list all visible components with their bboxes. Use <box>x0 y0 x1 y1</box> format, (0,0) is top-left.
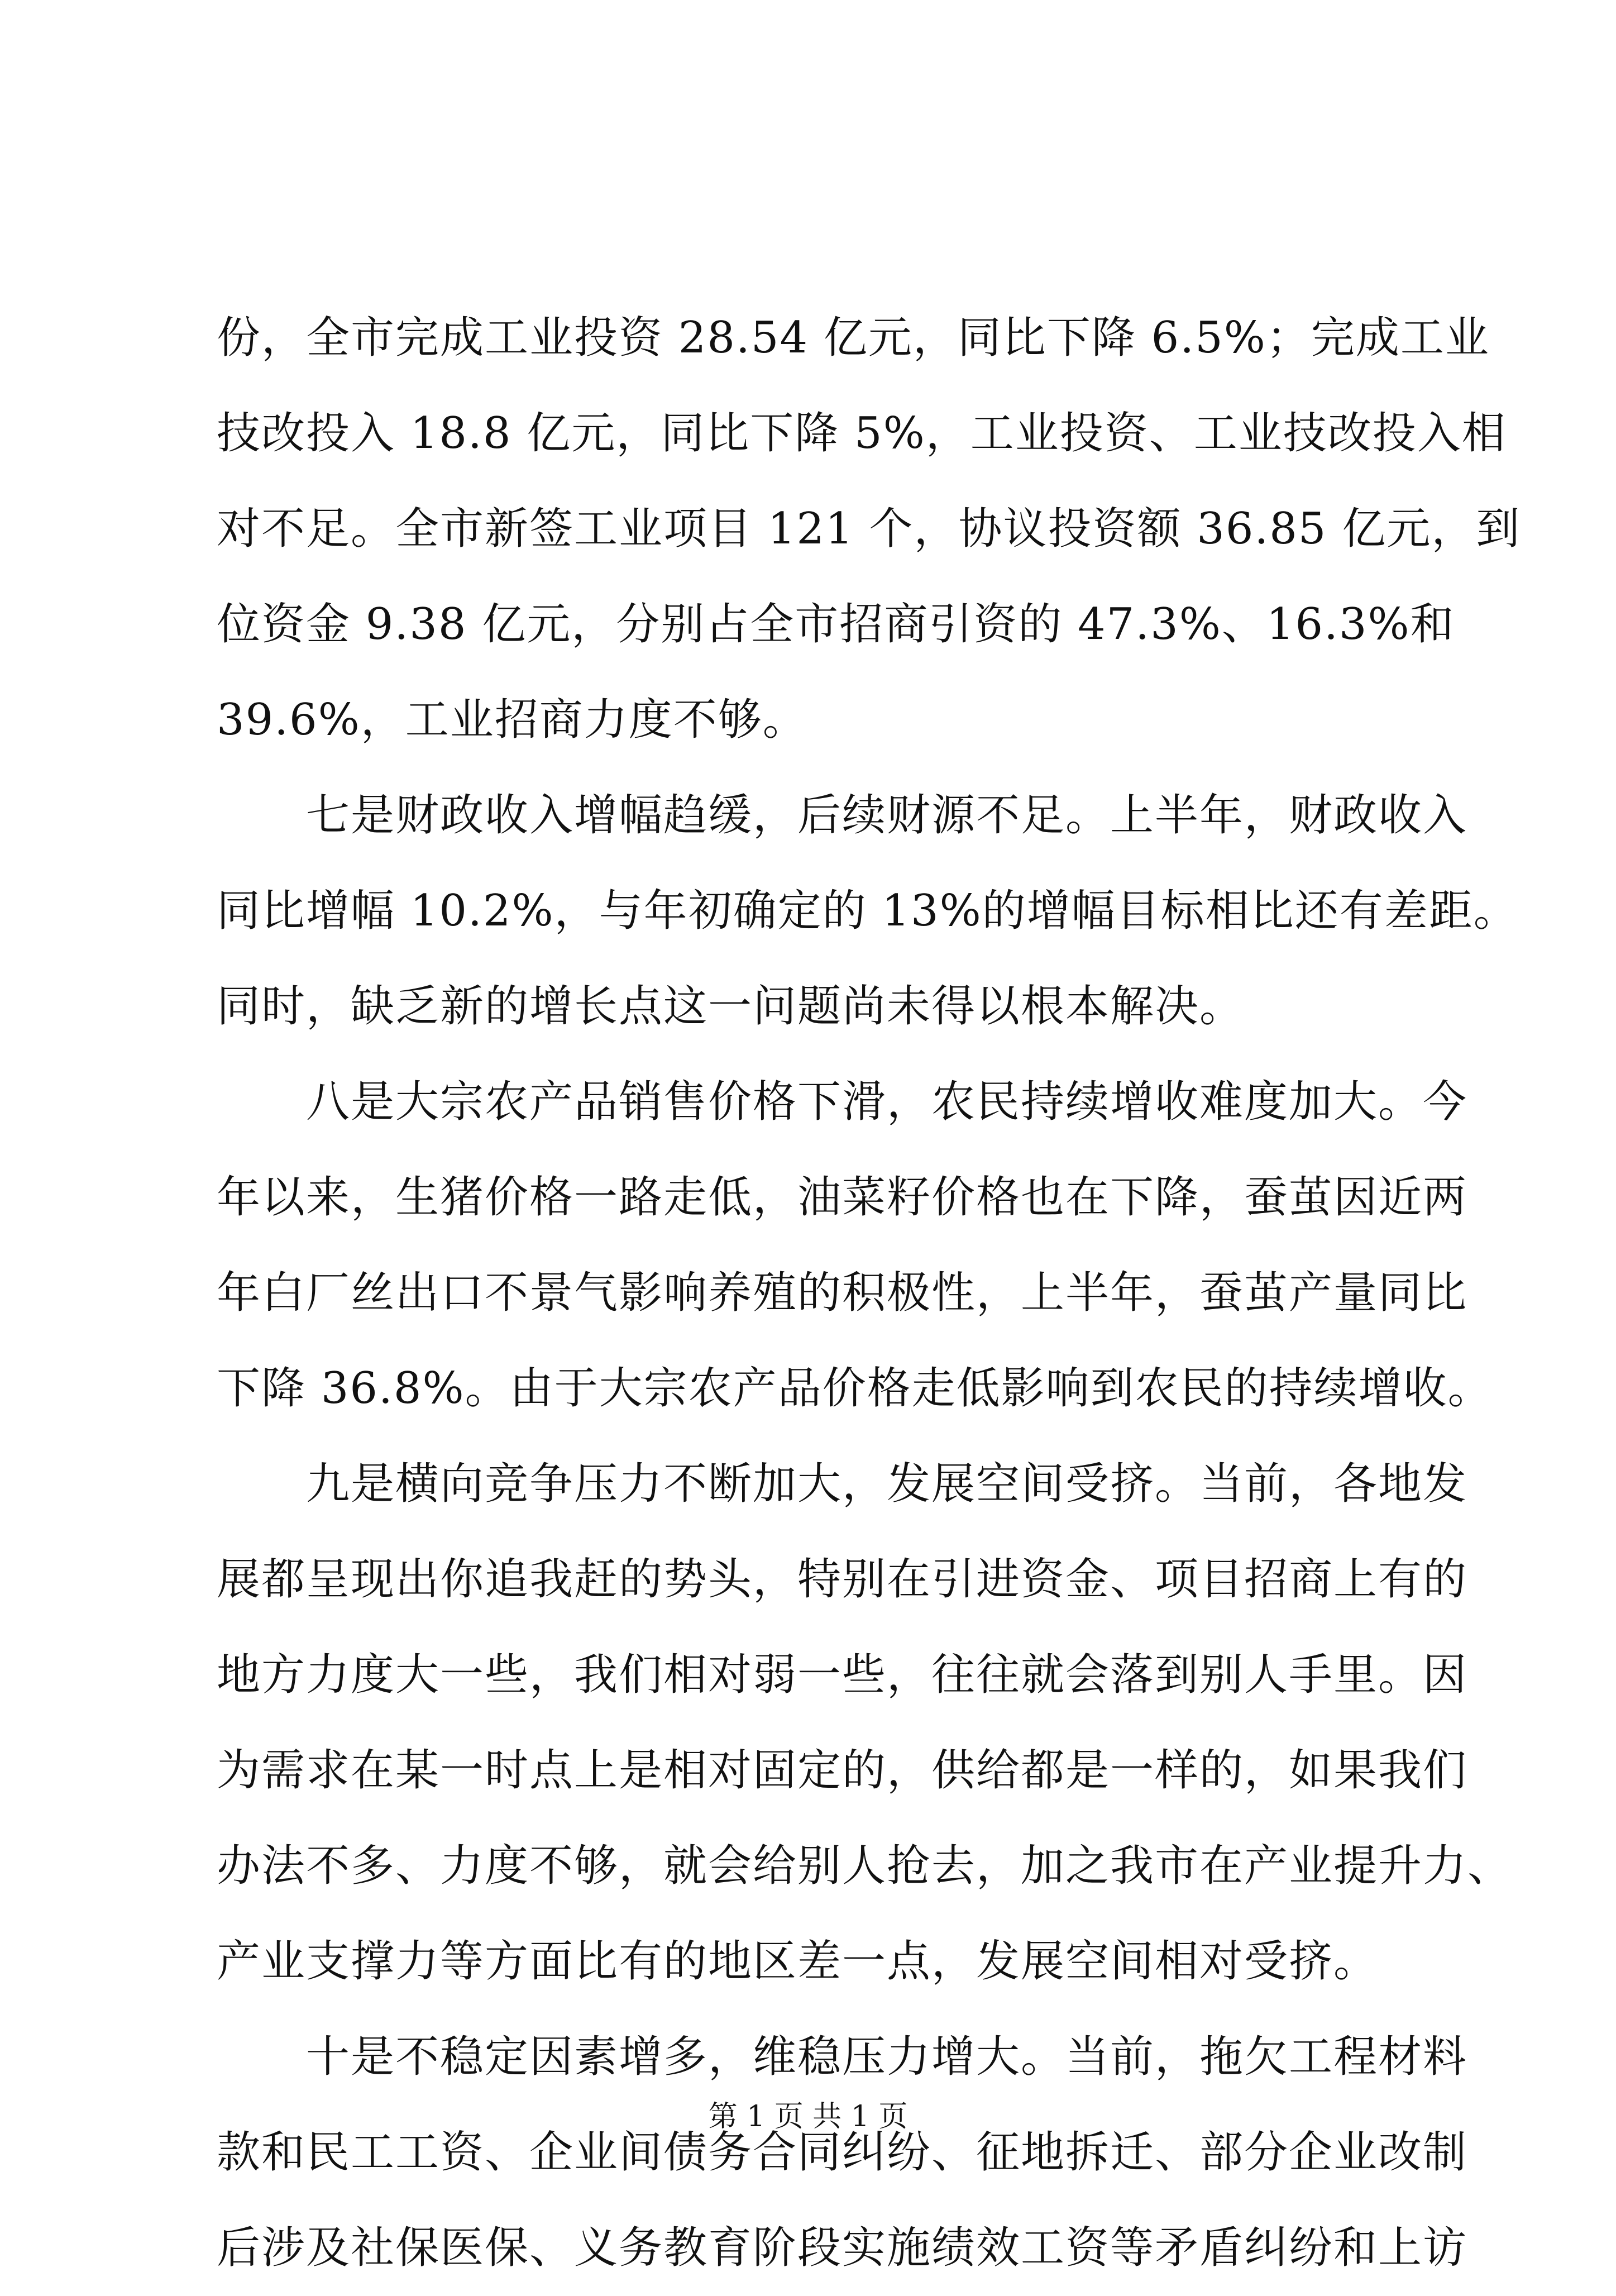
text-line: 位资金 9.38 亿元，分别占全市招商引资的 47.3%、16.3%和 <box>217 599 1455 650</box>
text-line: 同比增幅 10.2%，与年初确定的 13%的增幅目标相比还有差距。 <box>217 886 1518 936</box>
text-line: 份，全市完成工业投资 28.54 亿元，同比下降 6.5%；完成工业 <box>217 313 1490 363</box>
text-line: 年白厂丝出口不景气影响养殖的积极性，上半年，蚕茧产量同比 <box>217 1268 1468 1318</box>
text-line: 款和民工工资、企业间债务合同纠纷、征地拆迁、部分企业改制 <box>217 2127 1468 2178</box>
text-line: 地方力度大一些，我们相对弱一些，往往就会落到别人手里。因 <box>217 1650 1468 1700</box>
text-line: 下降 36.8%。由于大宗农产品价格走低影响到农民的持续增收。 <box>217 1363 1493 1414</box>
text-line: 后涉及社保医保、义务教育阶段实施绩效工资等矛盾纠纷和上访 <box>217 2223 1468 2273</box>
paragraph-start-line: 八是大宗农产品销售价格下滑，农民持续增收难度加大。今 <box>217 1077 1468 1127</box>
text-line: 产业支撑力等方面比有的地区差一点，发展空间相对受挤。 <box>217 1936 1379 1987</box>
paragraph-start-line: 九是横向竞争压力不断加大，发展空间受挤。当前，各地发 <box>217 1459 1468 1509</box>
paragraph-start-line: 七是财政收入增幅趋缓，后续财源不足。上半年，财政收入 <box>217 790 1468 841</box>
text-line: 同时，缺乏新的增长点这一问题尚未得以根本解决。 <box>217 981 1245 1032</box>
page-footer: 第 1 页 共 1 页 <box>708 2100 908 2133</box>
text-line: 展都呈现出你追我赶的势头，特别在引进资金、项目招商上有的 <box>217 1554 1468 1605</box>
text-line: 39.6%，工业招商力度不够。 <box>217 695 807 745</box>
paragraph-start-line: 十是不稳定因素增多，维稳压力增大。当前，拖欠工程材料 <box>217 2032 1468 2082</box>
text-line: 对不足。全市新签工业项目 121 个，协议投资额 36.85 亿元，到 <box>217 504 1521 554</box>
document-body <box>217 290 1521 2296</box>
text-line: 技改投入 18.8 亿元，同比下降 5%，工业投资、工业技改投入相 <box>217 408 1507 459</box>
text-line: 为需求在某一时点上是相对固定的，供给都是一样的，如果我们 <box>217 1745 1468 1796</box>
text-line: 年以来，生猪价格一路走低，油菜籽价格也在下降，蚕茧因近两 <box>217 1172 1468 1223</box>
text-line: 办法不多、力度不够，就会给别人抢去，加之我市在产业提升力、 <box>217 1841 1513 1891</box>
